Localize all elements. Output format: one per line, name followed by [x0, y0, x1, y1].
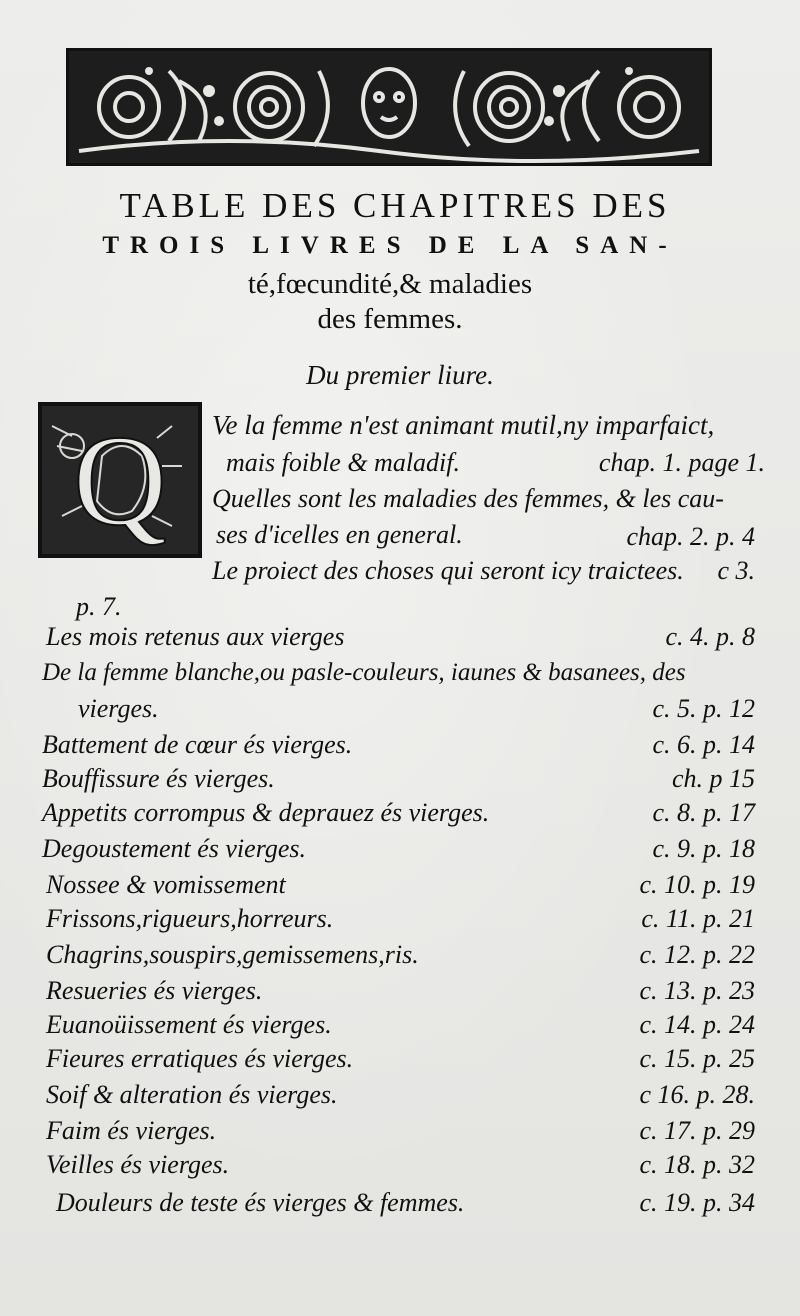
entry-12-text: Chagrins,souspirs,gemissemens,ris.: [46, 940, 419, 969]
entry-1-line-2: mais foible & maladif.: [226, 448, 460, 477]
entry-15-ref: c. 15. p. 25: [639, 1044, 755, 1073]
entry-17-text: Faim és vierges.: [46, 1116, 217, 1145]
entry-19-text: Douleurs de teste és vierges & femmes.: [56, 1188, 465, 1217]
table-title-line-3: té,fœcundité,& maladies: [247, 268, 533, 300]
entry-5-line-1: De la femme blanche,ou pasle-couleurs, iaunes & basanees, des: [42, 659, 686, 686]
entry-12-ref: c. 12. p. 22: [639, 940, 755, 969]
entry-2-line-1: Quelles sont les maladies des femmes, & les cau-: [212, 484, 724, 513]
entry-1-line-1: Ve la femme n'est animant mutil,ny imparfaict,: [212, 410, 715, 440]
entry-18-ref: c. 18. p. 32: [639, 1150, 755, 1179]
entry-6-text: Battement de cœur és vierges.: [42, 730, 353, 759]
entry-14-ref: c. 14. p. 24: [639, 1010, 755, 1039]
entry-9-text: Degoustement és vierges.: [42, 834, 307, 863]
entry-2-ref: chap. 2. p. 4: [626, 522, 755, 551]
entry-6-ref: c. 6. p. 14: [652, 730, 755, 759]
drop-cap-letter: Q: [73, 409, 167, 553]
entry-11-ref: c. 11. p. 21: [641, 904, 755, 933]
entry-13-text: Resueries és vierges.: [46, 976, 263, 1005]
entry-16-ref: c 16. p. 28.: [639, 1080, 755, 1109]
entry-2-line-2: ses d'icelles en general.: [216, 520, 463, 549]
entry-9-ref: c. 9. p. 18: [652, 834, 755, 863]
table-title-line-2: TROIS LIVRES DE LA SAN-: [102, 232, 678, 259]
table-title-line-1: TABLE DES CHAPITRES DES: [119, 186, 671, 225]
table-title-line-4: des femmes.: [317, 303, 463, 335]
drop-cap-q-ornament: [38, 402, 202, 558]
entry-8-ref: c. 8. p. 17: [652, 798, 755, 827]
entry-11-text: Frissons,rigueurs,horreurs.: [46, 904, 334, 933]
entry-3-line-1: Le proiect des choses qui seront icy traictees.: [212, 556, 684, 585]
entry-3-ref: c 3.: [717, 556, 755, 585]
entry-8-text: Appetits corrompus & deprauez és vierges.: [42, 798, 490, 827]
entry-14-text: Euanoüissement és vierges.: [46, 1010, 332, 1039]
entry-5-line-2: vierges.: [78, 694, 159, 723]
entry-13-ref: c. 13. p. 23: [639, 976, 755, 1005]
entry-19-ref: c. 19. p. 34: [639, 1188, 755, 1217]
entry-7-text: Bouffissure és vierges.: [42, 764, 275, 793]
entry-4-text: Les mois retenus aux vierges: [46, 622, 345, 651]
entry-16-text: Soif & alteration és vierges.: [46, 1080, 338, 1109]
entry-15-text: Fieures erratiques és vierges.: [46, 1044, 354, 1073]
entry-1-ref: chap. 1. page 1.: [598, 448, 765, 477]
floral-headpiece-ornament: [66, 48, 712, 166]
entry-3-line-2: p. 7.: [76, 592, 122, 621]
entry-4-ref: c. 4. p. 8: [665, 622, 755, 651]
entry-17-ref: c. 17. p. 29: [639, 1116, 755, 1145]
entry-7-ref: ch. p 15: [671, 764, 755, 793]
entry-18-text: Veilles és vierges.: [46, 1150, 230, 1179]
entry-10-text: Nossee & vomissement: [46, 870, 286, 899]
entry-10-ref: c. 10. p. 19: [639, 870, 755, 899]
book-subheading: Du premier liure.: [306, 360, 494, 390]
entry-5-ref: c. 5. p. 12: [652, 694, 755, 723]
